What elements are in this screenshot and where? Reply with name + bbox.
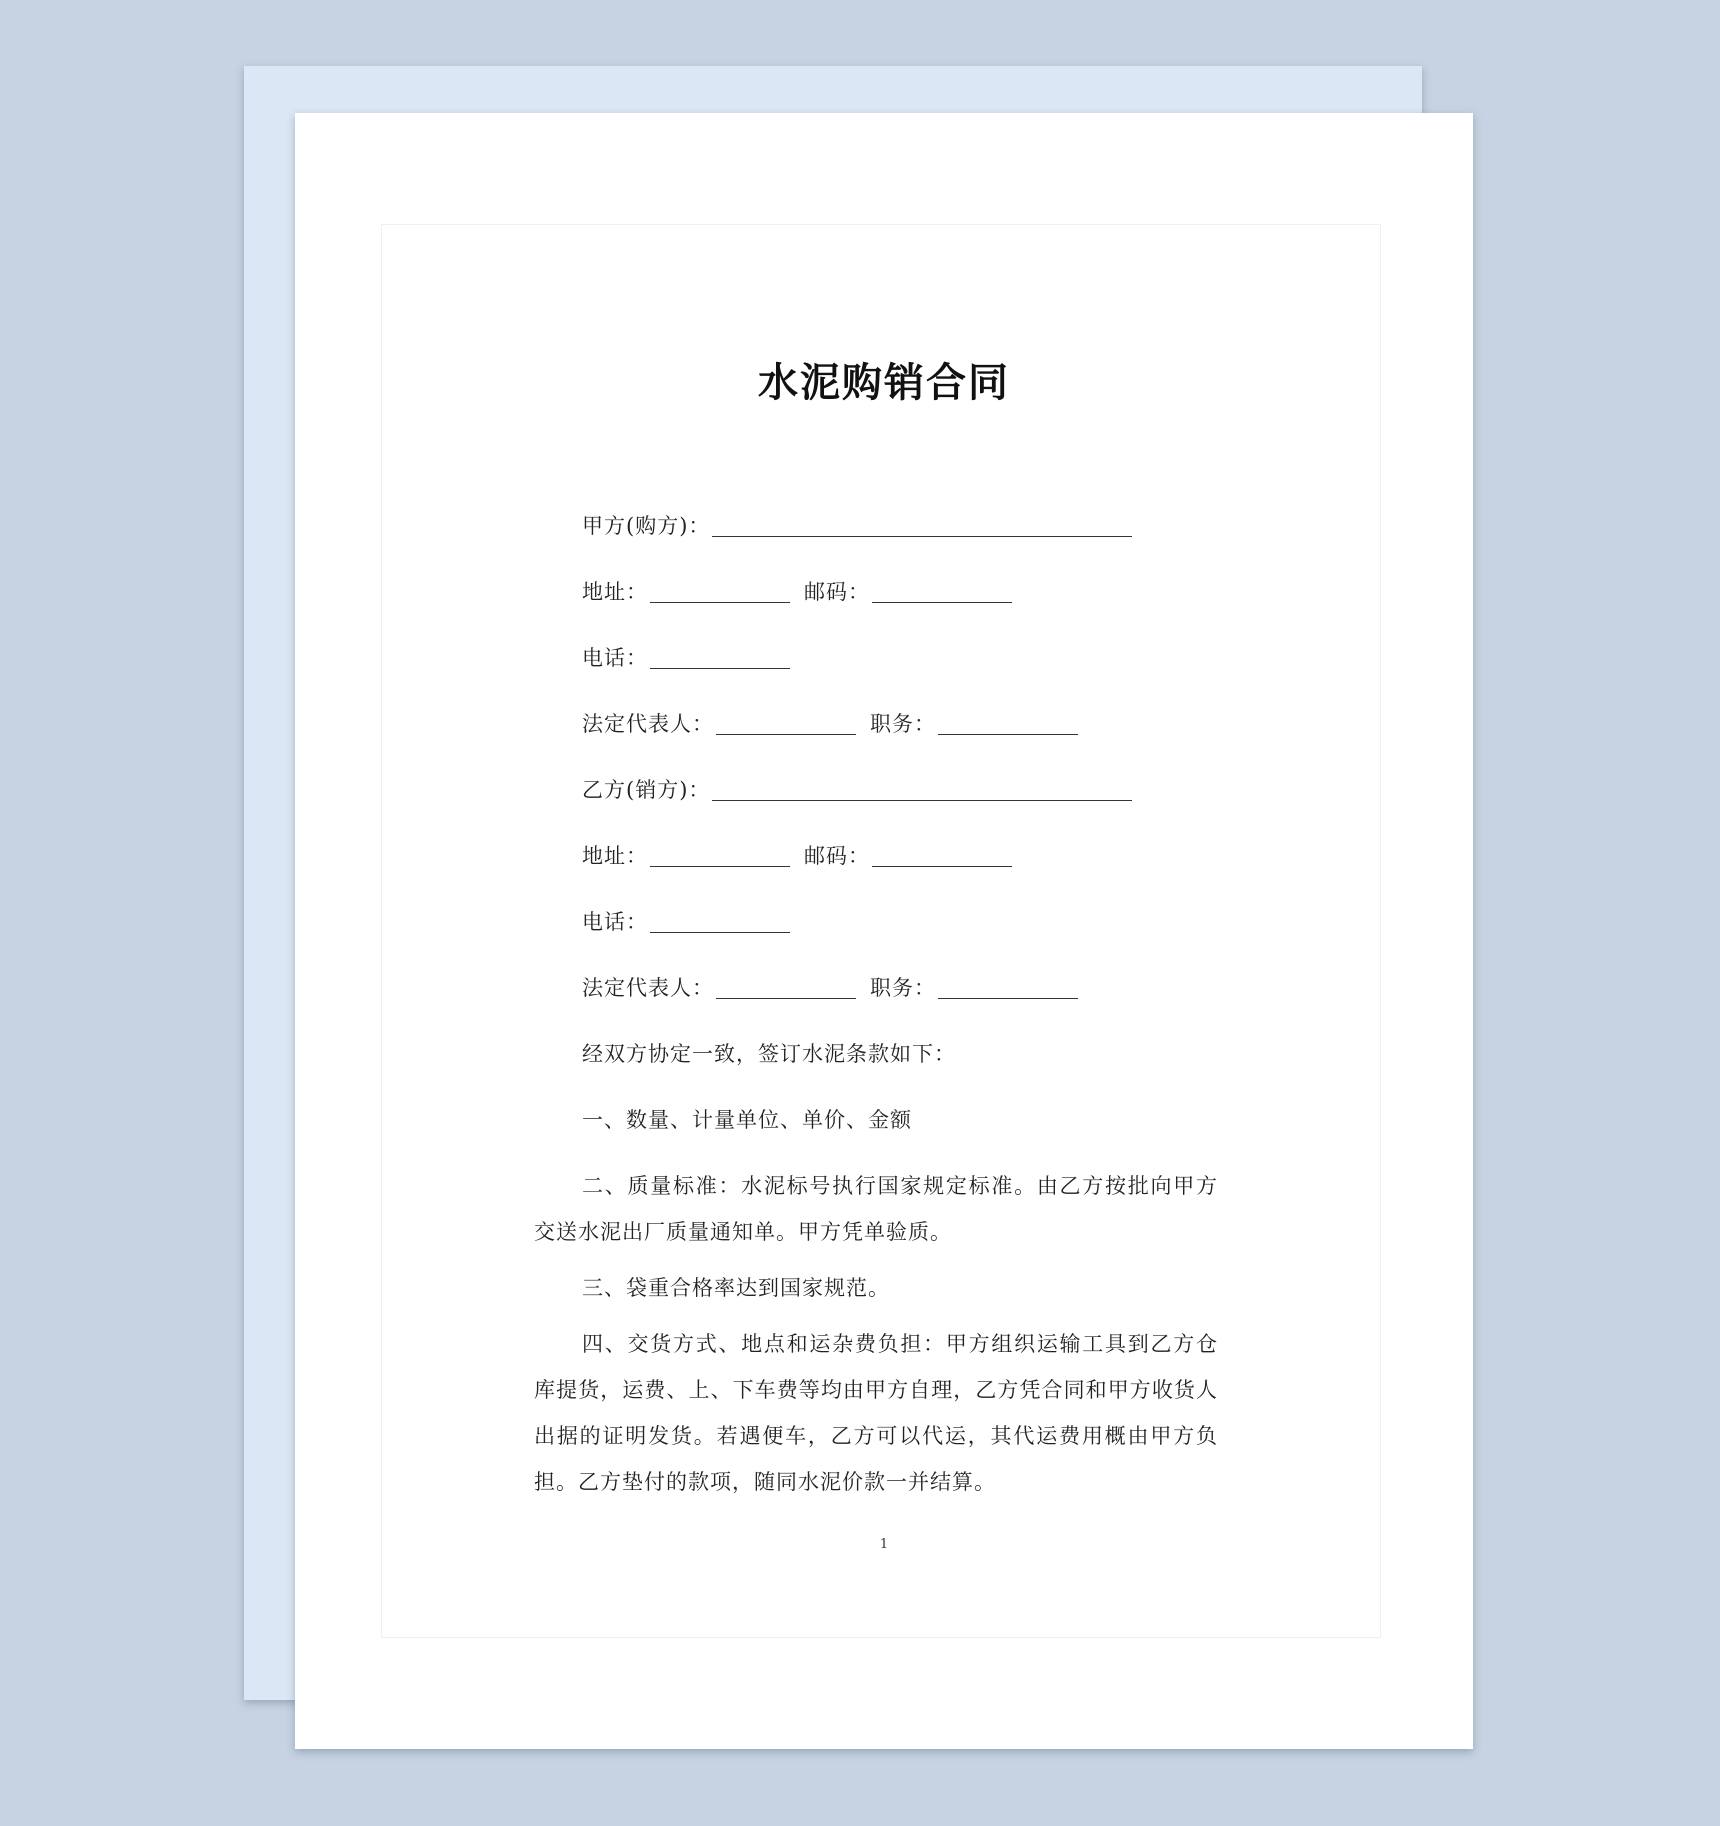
clause-1: 一、数量、计量单位、单价、金额	[582, 1108, 912, 1132]
page-number: 1	[879, 1537, 889, 1552]
party-a-rep-line	[534, 691, 1218, 757]
party-a-phone-blank	[650, 648, 790, 669]
party-b-rep-blank	[716, 978, 856, 999]
clause-3: 三、袋重合格率达到国家规范。	[582, 1276, 890, 1300]
party-a-position-blank	[938, 714, 1078, 735]
party-a-position-label: 职务：	[870, 712, 936, 736]
clause-4: 四、交货方式、地点和运杂费负担：甲方组织运输工具到乙方仓库提货，运费、上、下车费等均由甲方自理，乙方凭合同和甲方收货人出据的证明发货。若遇便车，乙方可以代运，其代运费用概由甲方负担。乙方垫付的款项，随同水泥价款一并结算。	[534, 1332, 1218, 1494]
party-b-rep-label: 法定代表人：	[582, 976, 714, 1000]
party-b-name-line	[534, 757, 1218, 823]
party-b-postcode-blank	[872, 846, 1012, 867]
party-b-phone-line	[534, 889, 1218, 955]
party-a-phone-label: 电话：	[582, 646, 648, 670]
party-a-rep-label: 法定代表人：	[582, 712, 714, 736]
party-b-postcode-label: 邮码：	[804, 844, 870, 868]
party-b-position-blank	[938, 978, 1078, 999]
party-a-address-label: 地址：	[582, 580, 648, 604]
party-a-postcode-label: 邮码：	[804, 580, 870, 604]
document-page	[295, 113, 1473, 1749]
document-body	[534, 493, 1218, 1515]
party-b-position-label: 职务：	[870, 976, 936, 1000]
party-b-phone-blank	[650, 912, 790, 933]
party-a-postcode-blank	[872, 582, 1012, 603]
party-b-name-label: 乙方(销方)：	[582, 778, 711, 802]
party-a-rep-blank	[716, 714, 856, 735]
document-title: 水泥购销合同	[758, 360, 1010, 406]
party-a-phone-line	[534, 625, 1218, 691]
party-a-address-line	[534, 559, 1218, 625]
party-a-name-line	[534, 493, 1218, 559]
party-b-name-blank	[712, 780, 1132, 801]
party-b-address-blank	[650, 846, 790, 867]
party-a-address-blank	[650, 582, 790, 603]
party-b-phone-label: 电话：	[582, 910, 648, 934]
party-b-address-label: 地址：	[582, 844, 648, 868]
party-a-name-blank	[712, 516, 1132, 537]
party-a-name-label: 甲方(购方)：	[582, 514, 711, 538]
party-b-rep-line	[534, 955, 1218, 1021]
party-b-address-line	[534, 823, 1218, 889]
clause-intro: 经双方协定一致，签订水泥条款如下：	[582, 1042, 956, 1066]
clause-2: 二、质量标准：水泥标号执行国家规定标准。由乙方按批向甲方交送水泥出厂质量通知单。甲方凭单验质。	[534, 1174, 1218, 1244]
